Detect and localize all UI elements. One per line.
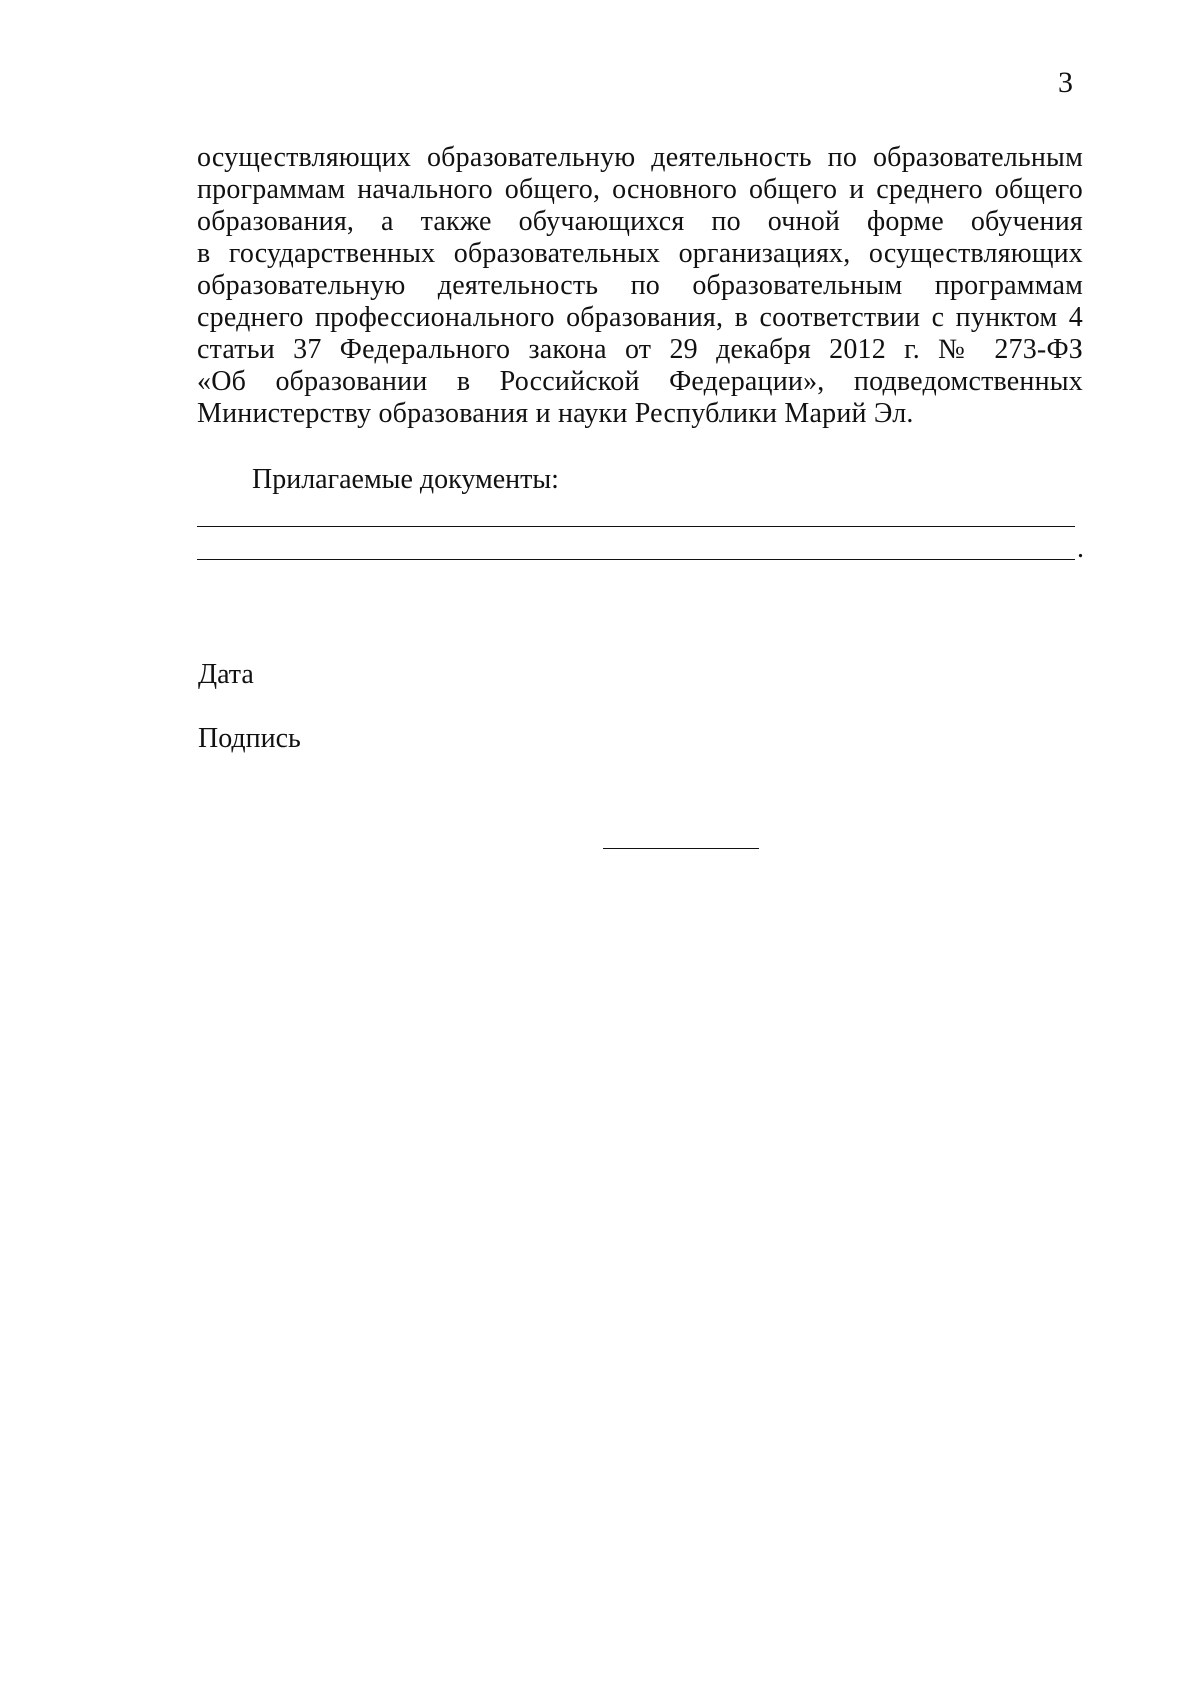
attachments-blank-line (197, 526, 1075, 527)
page-number: 3 (1058, 66, 1073, 99)
body-line: среднего профессионального образования, в соответствии с пунктом 4 (197, 302, 1083, 333)
body-paragraph (197, 142, 1083, 430)
signature-label: Подпись (198, 723, 301, 754)
attachments-blank-line (197, 559, 1075, 560)
blank-line-period: . (1077, 533, 1084, 564)
body-line: образования, а также обучающихся по очной форме обучения (197, 206, 1083, 237)
body-line: программам начального общего, основного общего и среднего общего (197, 174, 1083, 205)
end-of-document-rule (603, 848, 759, 849)
body-line: образовательную деятельность по образовательным программам (197, 270, 1083, 301)
body-line: «Об образовании в Российской Федерации», подведомственных (197, 366, 1083, 397)
date-label: Дата (198, 659, 254, 690)
attachments-label: Прилагаемые документы: (252, 464, 559, 495)
body-line: статьи 37 Федерального закона от 29 декабря 2012 г. № 273-ФЗ (197, 334, 1083, 365)
body-line: осуществляющих образовательную деятельность по образовательным (197, 142, 1083, 173)
body-line: в государственных образовательных организациях, осуществляющих (197, 238, 1083, 269)
body-line: Министерству образования и науки Республики Марий Эл. (197, 398, 914, 429)
